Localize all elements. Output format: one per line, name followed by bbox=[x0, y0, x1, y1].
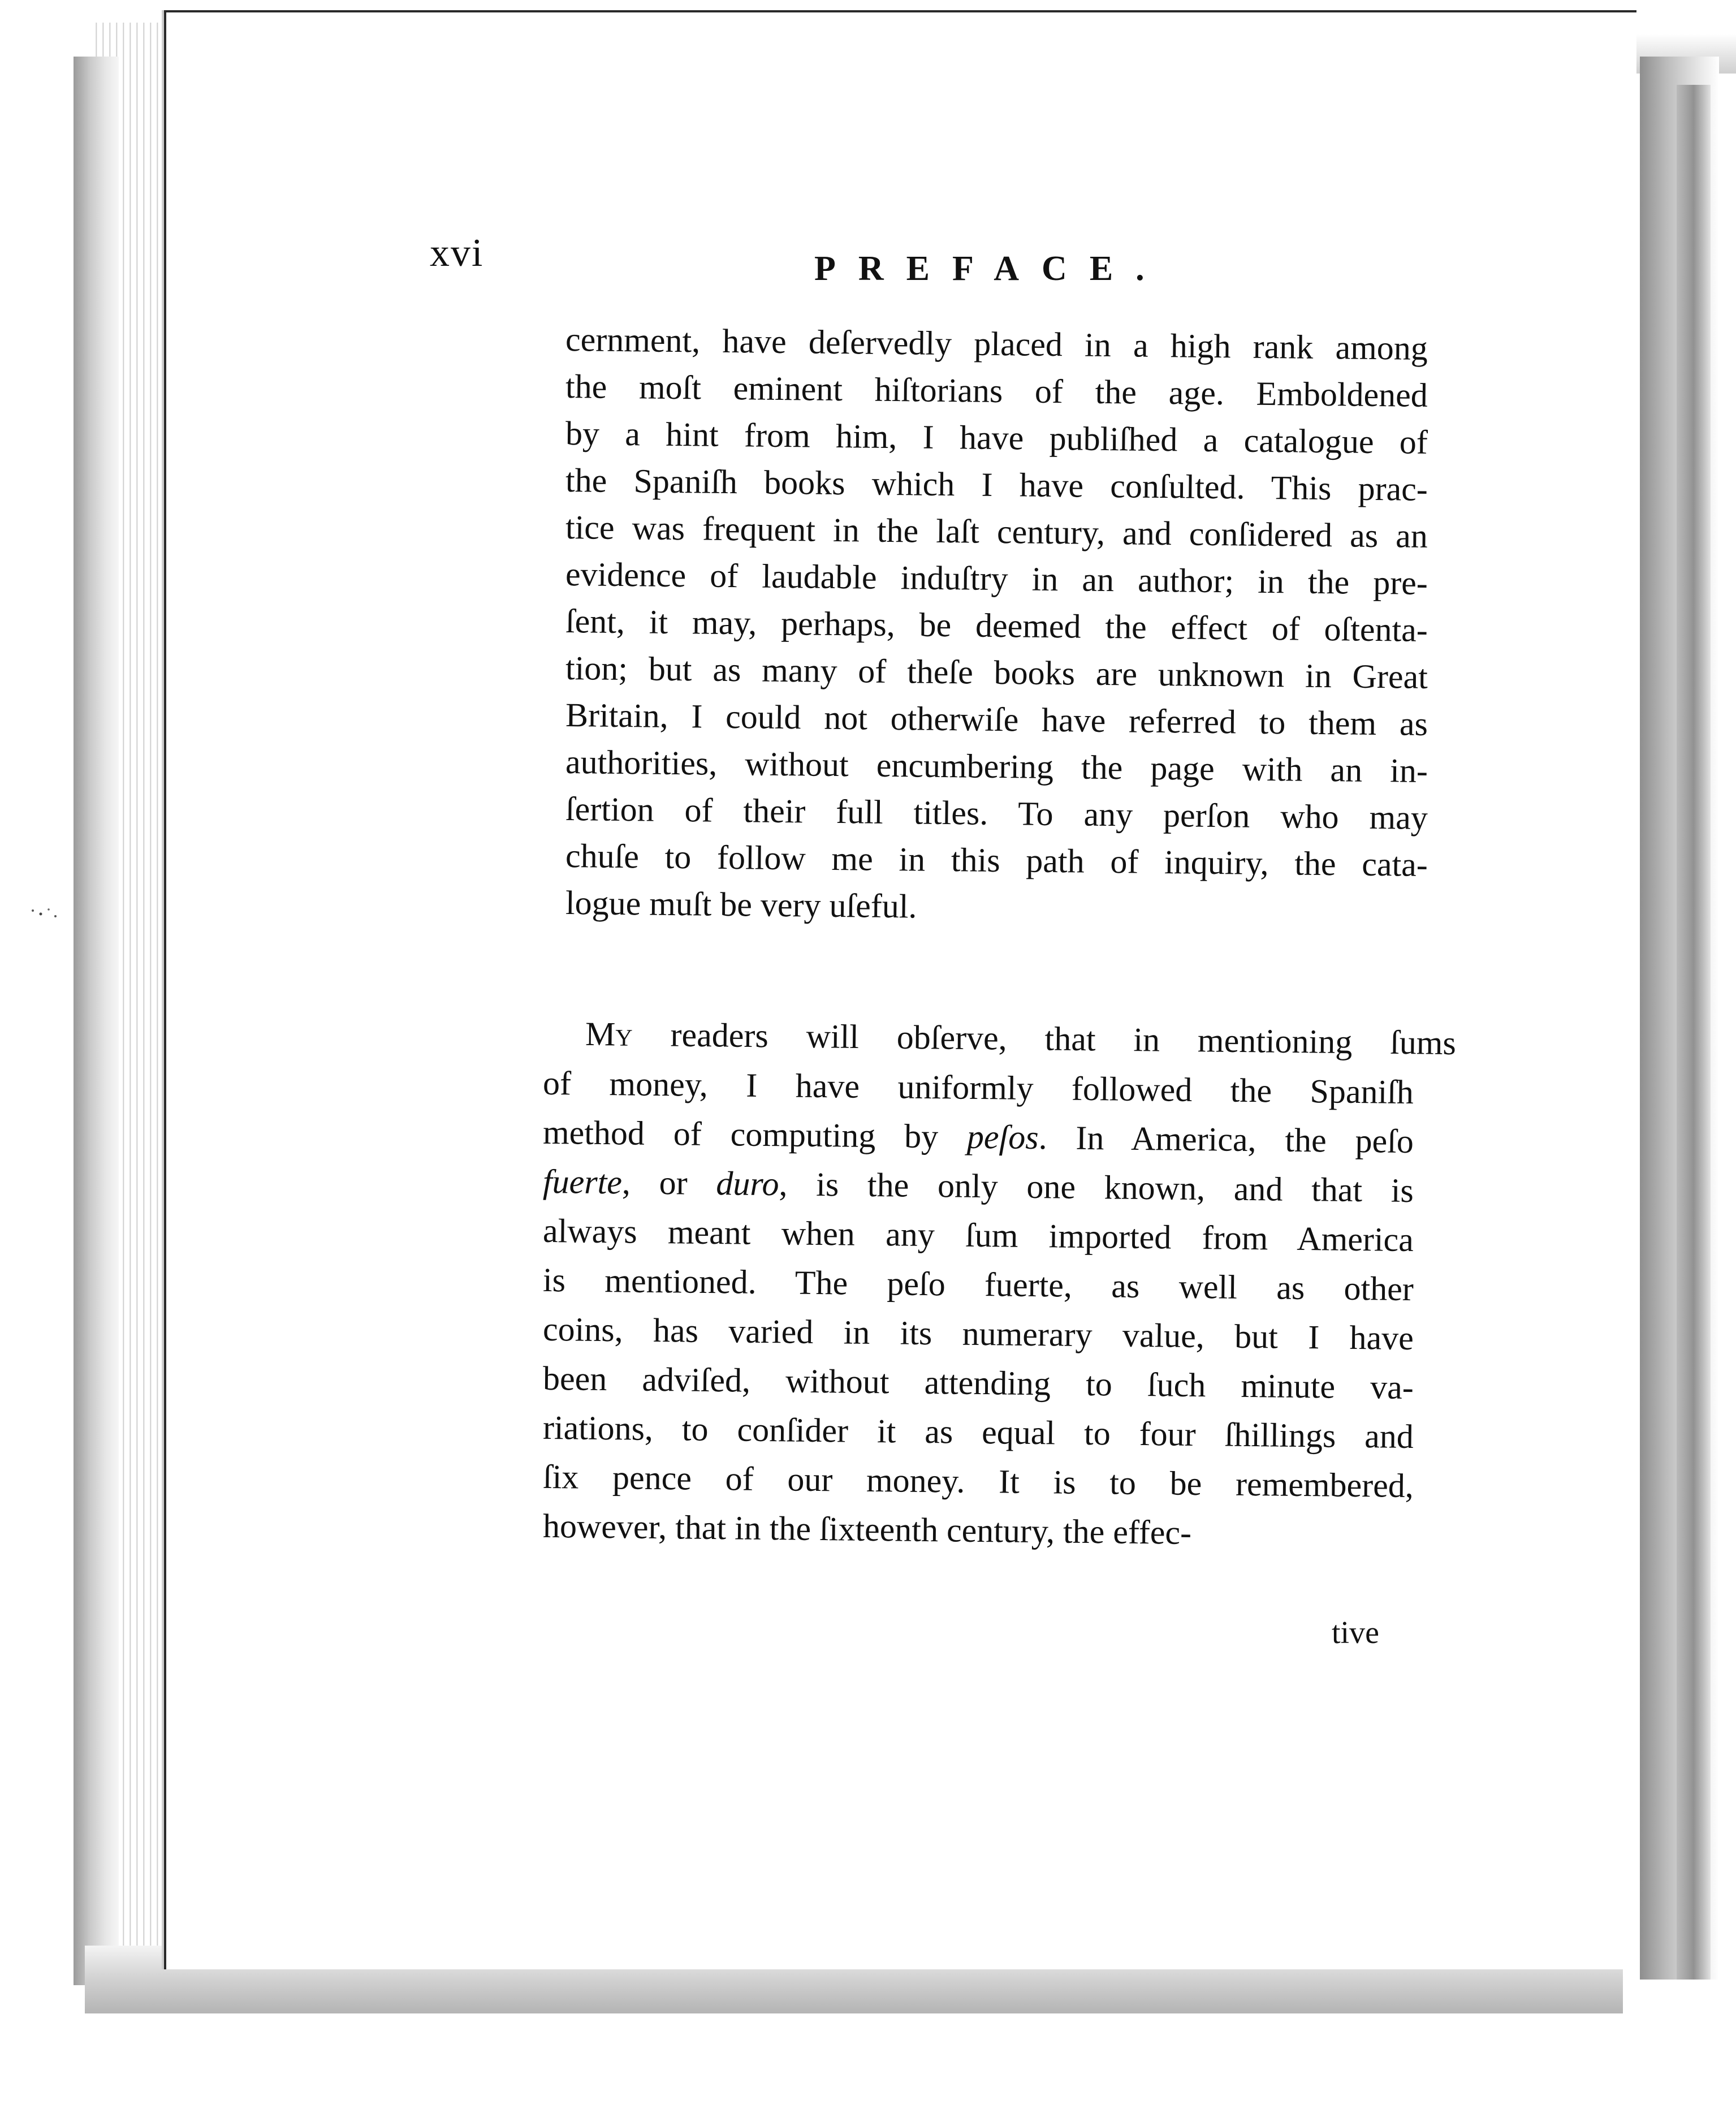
text-line: ſent, it may, perhaps, be deemed the effect of oſtenta- bbox=[565, 602, 1428, 649]
italic-term: fuerte bbox=[542, 1162, 623, 1201]
text-line: of money, I have uniformly followed the Spaniſh bbox=[542, 1064, 1414, 1111]
text-line: tion; but as many of theſe books are unknown in Great bbox=[565, 649, 1428, 696]
page-number: xvi bbox=[430, 231, 484, 275]
catchword: tive bbox=[1332, 1615, 1379, 1650]
text-line: however, that in the ſixteenth century, the effec- bbox=[542, 1507, 1192, 1551]
text-line: been adviſed, without attending to ſuch minute va- bbox=[542, 1359, 1414, 1407]
text-line: cernment, have deſervedly placed in a high rank among bbox=[565, 321, 1428, 367]
italic-term: duro bbox=[716, 1165, 779, 1203]
text-line: riations, to conſider it as equal to four ſhillings and bbox=[542, 1408, 1414, 1456]
running-head: PREFACE. bbox=[814, 249, 1167, 288]
text-line: is mentioned. The peſo fuerte, as well as other bbox=[542, 1261, 1414, 1308]
text-line: always meant when any ſum imported from America bbox=[542, 1211, 1414, 1259]
text-line: by a hint from him, I have publiſhed a catalogue of bbox=[565, 415, 1428, 461]
scan-specks bbox=[28, 905, 62, 922]
text-line: tice was frequent in the laſt century, and conſidered as an bbox=[565, 508, 1428, 555]
text-line: authorities, without encumbering the page with an in- bbox=[565, 743, 1428, 790]
text-line: ſix pence of our money. It is to be remembered, bbox=[542, 1457, 1414, 1505]
text-line: My readers will obſerve, that in mentioning ſums bbox=[585, 1015, 1457, 1062]
book-page bbox=[164, 10, 1636, 1969]
text-line: method of computing by peſos. In America, the peſo bbox=[542, 1113, 1414, 1161]
small-caps-lead: My bbox=[585, 1015, 633, 1053]
text-line: logue muſt be very uſeful. bbox=[565, 884, 917, 925]
text-line: the Spaniſh books which I have conſulted. This prac- bbox=[565, 462, 1428, 508]
text-line: coins, has varied in its numerary value, but I have bbox=[542, 1310, 1414, 1357]
text-line: chuſe to follow me in this path of inquiry, the cata- bbox=[565, 837, 1428, 883]
text-line: fuerte, or duro, is the only one known, and that is bbox=[542, 1162, 1414, 1210]
left-page-edge-shadow bbox=[74, 57, 119, 1985]
text-line: Britain, I could not otherwiſe have referred to them as bbox=[565, 696, 1428, 743]
text-line: evidence of laudable induſtry in an author; in the pre- bbox=[565, 555, 1428, 602]
italic-term: peſos bbox=[966, 1118, 1039, 1157]
text-line: the moſt eminent hiſtorians of the age. Emboldened bbox=[565, 368, 1428, 414]
text-line: ſertion of their full titles. To any perſon who may bbox=[565, 790, 1428, 836]
right-gutter-shadow-dark bbox=[1677, 85, 1711, 1980]
